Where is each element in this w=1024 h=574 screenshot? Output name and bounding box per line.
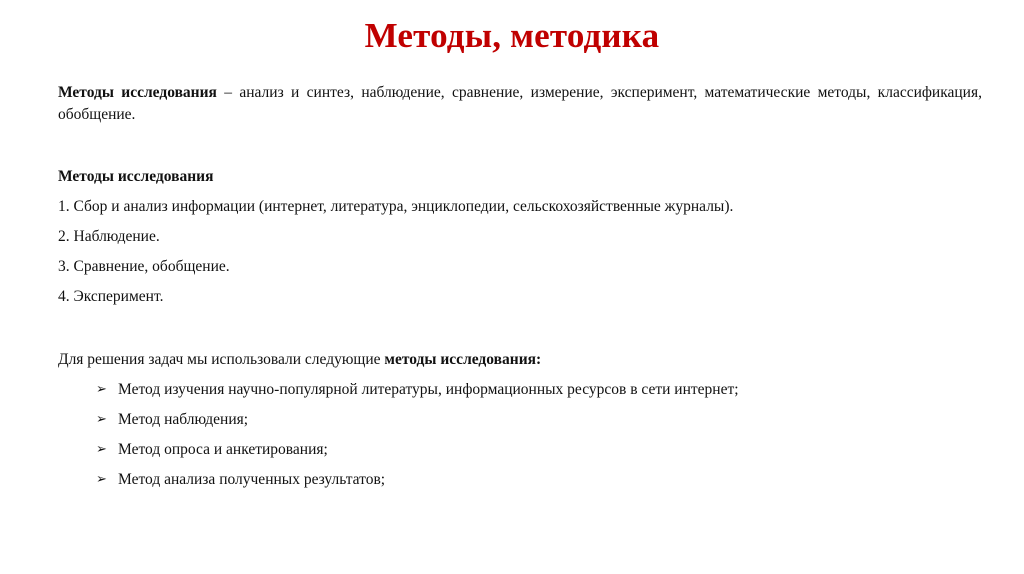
methods-item-2: 2. Наблюдение. — [58, 228, 160, 245]
methods-item-1: 1. Сбор и анализ информации (интернет, литература, энциклопедии, сельскохозяйственные журналы). — [58, 198, 734, 215]
used-methods-lead-text: Для решения задач мы использовали следующие — [58, 351, 385, 368]
arrowhead-bullet-icon: ➢ — [96, 442, 107, 457]
intro-rest: – анализ и синтез, наблюдение, сравнение, измерение, эксперимент, математические методы, классификация, обобщение. — [58, 84, 982, 123]
used-methods-lead-bold: методы исследования: — [384, 351, 542, 368]
methods-section — [58, 166, 982, 316]
used-methods-section — [58, 349, 982, 499]
methods-item-3: 3. Сравнение, обобщение. — [58, 258, 230, 275]
intro-lead: Методы исследования — [58, 84, 217, 101]
arrowhead-bullet-icon: ➢ — [96, 472, 107, 487]
list-item-text: Метод опроса и анкетирования; — [118, 441, 328, 458]
methods-heading: Методы исследования — [58, 168, 214, 185]
page-title: Методы, методика — [364, 16, 660, 55]
list-item — [58, 439, 982, 469]
used-methods-lead — [58, 349, 982, 379]
list-item-text: Метод изучения научно-популярной литературы, информационных ресурсов в сети интернет; — [118, 381, 739, 398]
arrowhead-bullet-icon: ➢ — [96, 382, 107, 397]
methods-item-4: 4. Эксперимент. — [58, 288, 164, 305]
list-item-text: Метод наблюдения; — [118, 411, 249, 428]
list-item — [58, 469, 982, 499]
list-item — [58, 379, 982, 409]
arrowhead-bullet-icon: ➢ — [96, 412, 107, 427]
list-item-text: Метод анализа полученных результатов; — [118, 471, 386, 488]
used-methods-list — [58, 379, 982, 499]
list-item — [58, 409, 982, 439]
intro-paragraph — [58, 82, 982, 126]
intro-text — [58, 82, 982, 126]
